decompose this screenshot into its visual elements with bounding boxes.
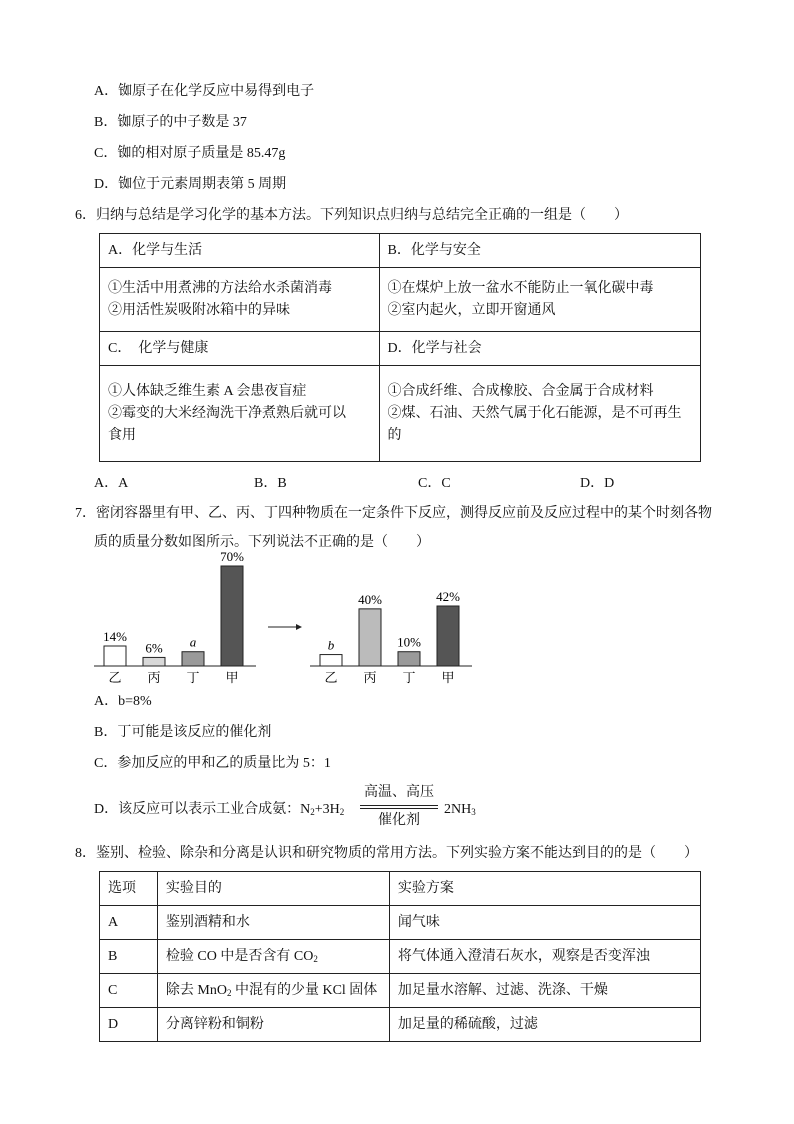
category-label: 丁 [402,670,416,685]
bar-丁 [182,652,204,666]
q6-c-item-3: 食用 [108,427,136,443]
q6-b-item-1: ①在煤炉上放一盆水不能防止一氧化碳中毒 [387,280,654,296]
option-text: 铷原子在化学反应中易得到电子 [118,84,315,99]
formula-sub: 3 [471,807,476,817]
option-letter: D． [94,177,119,192]
q8-row-goal [157,940,389,974]
q6-cell-c-head: C． 化学与健康 [100,332,380,366]
q8-row-plan: 将气体通入澄清石灰水，观察是否变浑浊 [389,940,700,974]
question-text: 密闭容器里有甲、乙、丙、丁四种物质在一定条件下反应，测得反应前及反应过程中的某个时刻各物 [96,506,712,521]
category-label: 乙 [108,670,122,685]
option-letter: D． [94,802,119,817]
condition-bottom: 催化剂 [378,813,420,828]
q6-choice-d: D．D [580,476,615,491]
formula-n: N [300,802,311,817]
q7-stem-line-1 [75,505,712,523]
q6-choice-a: A．A [94,476,129,491]
arrow-icon [268,624,302,630]
q8-table [99,871,701,1042]
q8-row-goal: 鉴别酒精和水 [157,906,389,940]
q6-answer-choices [94,472,654,490]
q6-d-item-2: ②煤、石油、天然气属于化石能源，是不可再生 [387,405,682,421]
q6-c-item-1: ①人体缺乏维生素 A 会患夜盲症 [108,383,307,399]
bar-乙 [104,646,126,666]
data-label: b [327,637,335,653]
question-text: 鉴别、检验、除杂和分离是认识和研究物质的常用方法。下列实验方案不能达到目的的是（ ） [96,846,698,861]
option-text: 参加反应的甲和乙的质量比为 5：1 [117,756,331,771]
data-label: 10% [397,634,421,650]
q8-row-option: B [100,940,158,974]
chart-during [310,589,472,685]
q8-row-option: C [100,974,158,1008]
q7-option-a [94,693,152,711]
category-label: 甲 [441,670,455,685]
q8-row-goal: 分离锌粉和铜粉 [157,1008,389,1042]
category-label: 丙 [363,670,377,685]
bar-丁 [398,652,420,666]
q6-a-item-1: ①生活中用煮沸的方法给水杀菌消毒 [108,280,332,296]
chart-before [94,552,256,685]
q8-header-plan: 实验方案 [389,872,700,906]
q8-stem [75,845,698,863]
q5-option-d [94,176,286,194]
category-label: 丁 [186,670,200,685]
option-text: b=8% [118,694,152,709]
q8-row-option: A [100,906,158,940]
option-letter: B． [94,115,118,130]
formula-h: +3H [314,802,340,817]
q6-stem [75,207,628,225]
q7-stem-line-2: 质的质量分数如图所示。下列说法不正确的是（ ） [94,535,430,550]
goal-text: 除去 MnO [165,982,227,998]
option-text: 铷位于元素周期表第 5 周期 [118,177,287,192]
q5-option-a [94,83,314,101]
formula-product: 2NH [444,802,472,817]
q6-cell-a-head: A．化学与生活 [100,234,380,268]
option-text: 丁可能是该反应的催化剂 [117,725,272,740]
q6-cell-b-head: B．化学与安全 [379,234,700,268]
q8-header-row [100,872,701,906]
table-row [100,974,701,1008]
q7-option-b [94,724,271,742]
formula-sub: 2 [313,953,318,964]
bar-甲 [437,606,459,666]
q6-c-item-2: ②霉变的大米经淘洗干净煮熟后就可以 [108,405,346,421]
question-number: 6． [75,208,96,223]
bar-甲 [221,566,243,666]
q5-option-c [94,145,285,163]
q8-row-plan: 加足量水溶解、过滤、洗涤、干燥 [389,974,700,1008]
q6-cell-b-body [379,268,700,332]
option-text: 该反应可以表示工业合成氨： [118,802,301,817]
data-label: a [189,634,197,650]
data-label: 42% [436,589,460,604]
question-number: 7． [75,506,96,521]
condition-top: 高温、高压 [364,785,434,800]
q6-d-item-1: ①合成纤维、合成橡胶、合金属于合成材料 [387,383,654,399]
q6-choice-b: B．B [254,476,287,491]
goal-text: 检验 CO 中是否含有 CO [165,948,314,964]
reaction-condition [358,784,440,830]
q6-table [99,233,701,462]
bar-乙 [320,655,342,666]
option-text: 铷的相对原子质量是 85.47g [117,146,286,161]
formula-sub: 2 [226,987,232,998]
option-letter: A． [94,84,119,99]
q7-option-d [94,801,344,819]
q6-cell-d-body [379,366,700,462]
q8-row-goal [157,974,389,1008]
q6-cell-c-body [100,366,380,462]
option-letter: B． [94,725,118,740]
data-label: 14% [103,629,127,644]
table-row [100,1008,701,1042]
formula-sub: 2 [310,807,315,817]
goal-text: 中混有的少量 KCl 固体 [231,982,378,998]
option-letter: C． [94,146,118,161]
q7-option-c [94,755,331,773]
q6-b-item-2: ②室内起火，立即开窗通风 [387,302,556,318]
q8-row-option: D [100,1008,158,1042]
q6-cell-d-head: D．化学与社会 [379,332,700,366]
category-label: 甲 [225,670,239,685]
bar-丙 [359,609,381,666]
q8-row-plan: 闻气味 [389,906,700,940]
q8-row-plan: 加足量的稀硫酸，过滤 [389,1008,700,1042]
data-label: 40% [358,591,382,607]
table-row [100,906,701,940]
category-label: 乙 [324,670,338,685]
data-label: 6% [145,640,163,656]
q6-cell-a-body [100,268,380,332]
formula-sub: 2 [339,807,345,817]
data-label: 70% [220,552,244,564]
option-letter: C． [94,756,118,771]
table-row [100,940,701,974]
q8-header-option: 选项 [100,872,158,906]
category-label: 丙 [147,670,161,685]
reaction-product [444,801,476,819]
q6-a-item-2: ②用活性炭吸附冰箱中的异味 [108,302,290,318]
option-letter: A． [94,694,119,709]
q5-option-b [94,114,247,132]
question-text: 归纳与总结是学习化学的基本方法。下列知识点归纳与总结完全正确的一组是（ ） [96,208,628,223]
bar-丙 [143,657,165,666]
option-text: 铷原子的中子数是 37 [117,115,247,130]
q7-bar-chart [90,552,490,687]
question-number: 8． [75,846,96,861]
q6-d-item-3: 的 [387,427,402,443]
q6-choice-c: C．C [418,476,451,491]
q8-header-goal: 实验目的 [157,872,389,906]
